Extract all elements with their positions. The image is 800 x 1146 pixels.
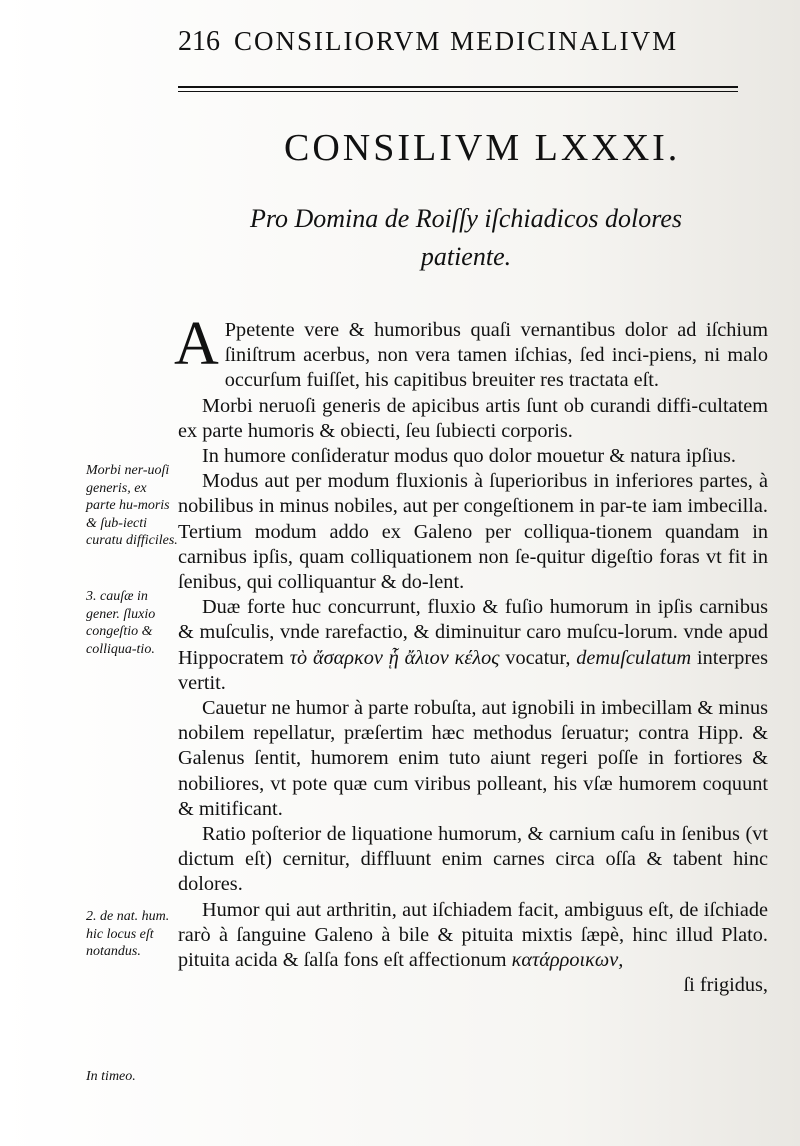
paragraph-7: Ratio poſterior de liquatione humorum, & carnium caſu in ſenibus (vt dictum eſt) cernitur, diffluunt enim carnes circa oſſa & tabent hinc dolores. <box>178 823 768 896</box>
paragraph-5-text-c: interpres vertit. <box>178 646 768 694</box>
paragraph-8-text: Humor qui aut arthritin, aut iſchiadem facit, ambiguus eſt, de iſchiade rarò à ſanguine Galeno à bile & pituita mixtis ſæpè, hinc illud Plato. pituita acida & ſalſa fons eſt affectionum <box>178 898 768 972</box>
paragraph-5-text-b: vocatur, <box>505 646 571 669</box>
italic-term: demuſculatum <box>576 646 692 669</box>
margin-note-2: 3. cauſæ in gener. ſluxio congeſtio & colliqua-tio. <box>86 589 156 657</box>
greek-phrase-1: τὸ ἄσαρκον ᾗ ἄλιον κέλος <box>289 646 500 669</box>
paragraph-5 <box>178 595 768 696</box>
paragraph-4: Modus aut per modum fluxionis à ſuperioribus in inferiores partes, à nobilibus in minus nobiles, aut per congeſtionem in par-te iam imbecilla. Tertium modum addo ex Galeno per colliqua-tionem quandam in carnibus ipſis, quam colliquationem non ſe-quitur digeſtio foras vt fit in ſenibus, qui colliquantur & do-lent. <box>178 470 768 594</box>
paragraph-2: Morbi neruoſi generis de apicibus artis ſunt ob curandi diffi-cultatem ex parte humoris & obiecti, ſeu ſubiecti corporis. <box>178 394 768 442</box>
drop-cap: A <box>174 310 219 378</box>
subtitle-line-2: patiente. <box>420 242 512 271</box>
greek-phrase-2: κατάρροικων, <box>511 949 624 972</box>
paragraph-8 <box>178 898 768 974</box>
consilium-subtitle <box>196 200 736 276</box>
paragraph-1-text: Ppetente vere & humoribus quaſi vernantibus dolor ad iſchium ſiniſtrum acerbus, non vera tamen iſchias, ſed inci-piens, ni malo occurſum fuiſſet, his capitibus breuiter res tractata eſt. <box>224 319 768 392</box>
running-title: CONSILIORVM MEDICINALIVM <box>234 26 679 56</box>
header-rule <box>178 86 738 88</box>
margin-note-4: In timeo. <box>86 1069 136 1084</box>
margin-note-1: Morbi ner-uoſi generis, ex parte hu-moris & ſub-iecti curatu difficiles. <box>86 463 178 548</box>
running-header <box>178 26 738 62</box>
header-rule-thin <box>178 91 738 92</box>
consilium-title: CONSILIVM LXXXI. <box>284 127 681 169</box>
paragraph-1 <box>174 310 768 394</box>
paragraph-8-end: ſi frigidus, <box>683 974 768 997</box>
body-text <box>174 310 768 998</box>
subtitle-line-1: Pro Domina de Roiſſy iſchiadicos dolores <box>249 204 683 233</box>
page-number: 216 <box>178 26 220 57</box>
paragraph-3: In humore conſideratur modus quo dolor mouetur & natura ipſius. <box>202 445 736 468</box>
paragraph-5-text-a: Duæ forte huc concurrunt, fluxio & fuſio humorum in ipſis carnibus & muſculis, vnde rarefactio, & diminuitur caro muſcu-lorum. vnde apud Hippocratem <box>178 596 768 669</box>
margin-note-3: 2. de nat. hum. hic locus eſt notandus. <box>86 909 170 959</box>
paragraph-6: Cauetur ne humor à parte robuſta, aut ignobili in imbecillam & minus nobilem repellatur, præſertim hæc methodus ſeruatur; contra Hipp. & Galenus ſentit, humorem enim tuto aiunt regeri poſſe in fortiores & nobiliores, vt pote quæ cum viribus polleant, his vſæ humorem coquunt & mitificant. <box>178 697 768 820</box>
